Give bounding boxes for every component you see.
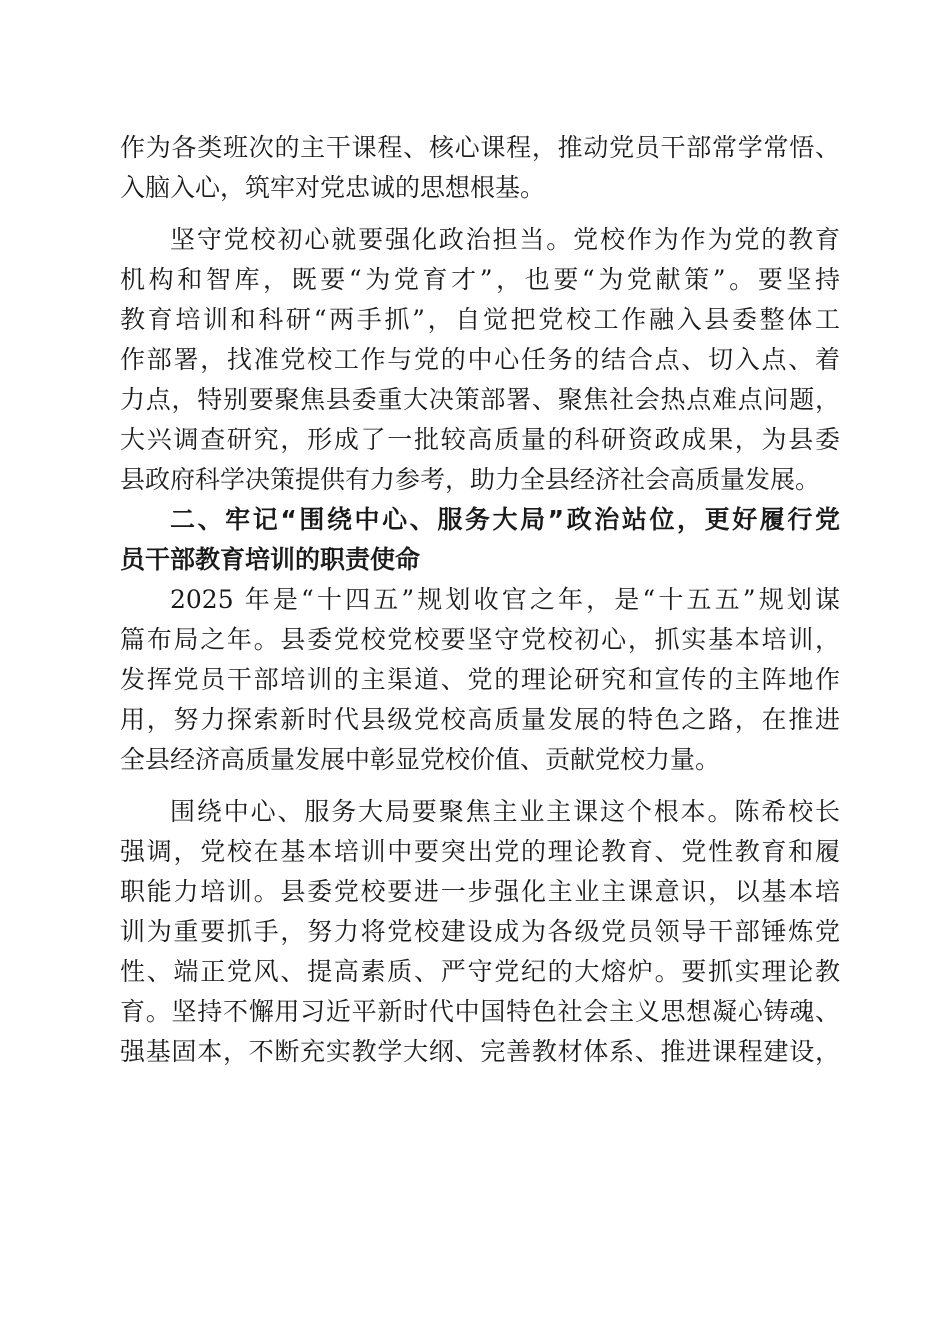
- paragraph-core-courses: [120, 792, 840, 1072]
- text-line: 围绕中心、服务大局要聚焦主业主课这个根本。陈希校长: [170, 797, 840, 826]
- paragraph-2025-plan: [120, 580, 840, 780]
- text-line: 大兴调查研究，形成了一批较高质量的科研资政成果，为县委: [120, 425, 840, 454]
- heading-line: 员干部教育培训的职责使命: [120, 545, 421, 574]
- text-line: 县政府科学决策提供有力参考，助力全县经济社会高质量发展。: [120, 465, 821, 494]
- text-line: 作部署，找准党校工作与党的中心任务的结合点、切入点、着: [120, 345, 840, 374]
- section-heading: [120, 500, 840, 580]
- text-line: 篇布局之年。县委党校党校要坚守党校初心，抓实基本培训，: [120, 625, 840, 654]
- text-line: 力点，特别要聚焦县委重大决策部署、聚焦社会热点难点问题，: [120, 385, 840, 414]
- text-line: 发挥党员干部培训的主渠道、党的理论研究和宣传的主阵地作: [120, 665, 840, 694]
- text-line: 机构和智库，既要“为党育才”，也要“为党献策”。要坚持: [120, 265, 840, 294]
- paragraph-continuation: [120, 128, 840, 208]
- text-line: 全县经济高质量发展中彰显党校价值、贡献党校力量。: [120, 745, 721, 774]
- text-line: 教育培训和科研“两手抓”，自觉把党校工作融入县委整体工: [120, 305, 840, 334]
- text-line: 职能力培训。县委党校要进一步强化主业主课意识，以基本培: [120, 877, 840, 906]
- text-line: 性、端正党风、提高素质、严守党纪的大熔炉。要抓实理论教: [120, 957, 840, 986]
- paragraph-political-responsibility: [120, 220, 840, 500]
- heading-line: 二、牢记“围绕中心、服务大局”政治站位，更好履行党: [170, 505, 840, 534]
- text-line: 入脑入心，筑牢对党忠诚的思想根基。: [120, 173, 546, 202]
- text-line: 强调，党校在基本培训中要突出党的理论教育、党性教育和履: [120, 837, 840, 866]
- text-line: 用，努力探索新时代县级党校高质量发展的特色之路，在推进: [120, 705, 840, 734]
- text-line: 育。坚持不懈用习近平新时代中国特色社会主义思想凝心铸魂、: [120, 997, 840, 1026]
- text-line: 2025 年是“十四五”规划收官之年，是“十五五”规划谋: [170, 585, 840, 614]
- text-line: 训为重要抓手，努力将党校建设成为各级党员领导干部锤炼党: [120, 917, 840, 946]
- document-page: [120, 128, 840, 1072]
- text-line: 坚守党校初心就要强化政治担当。党校作为作为党的教育: [170, 225, 840, 254]
- text-line: 作为各类班次的主干课程、核心课程，推动党员干部常学常悟、: [120, 133, 840, 162]
- text-line: 强基固本，不断充实教学大纲、完善教材体系、推进课程建设，: [120, 1037, 840, 1066]
